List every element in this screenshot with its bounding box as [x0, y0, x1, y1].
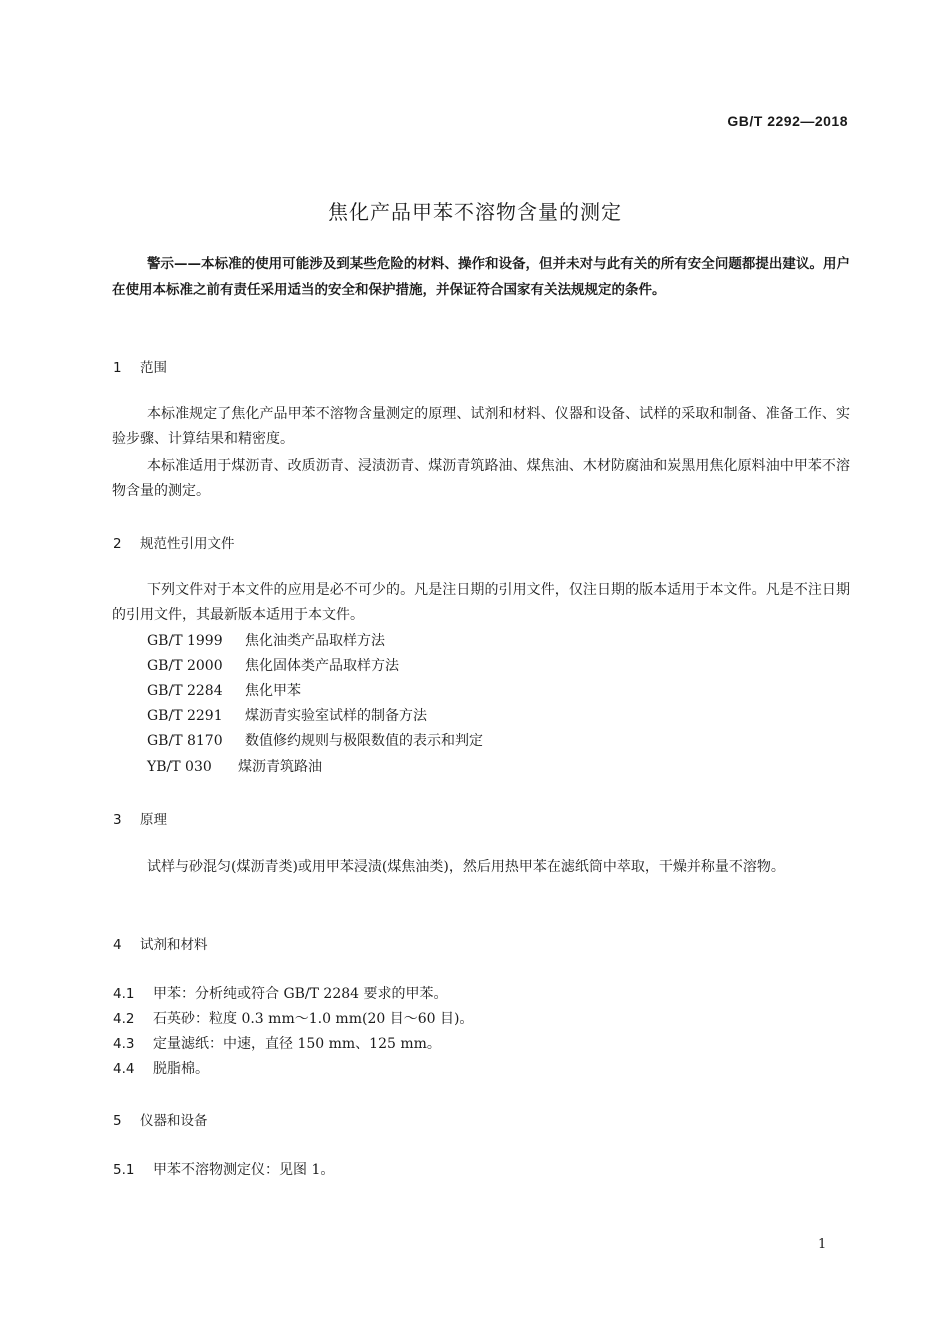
clause-item: [113, 983, 448, 1003]
warning-paragraph: 警示——本标准的使用可能涉及到某些危险的材料、操作和设备，但并未对与此有关的所有安全问题都提出建议。用户在使用本标准之前有责任采用适当的安全和保护措施，并保证符合国家有关法规规定的条件。: [112, 256, 850, 298]
reference-code: GB/T 1999: [147, 633, 223, 649]
reference-title: 煤沥青筑路油: [238, 759, 322, 775]
clause-text: 石英砂：粒度 0.3 mm～1.0 mm(20 目～60 目)。: [153, 1011, 474, 1027]
section-title: 规范性引用文件: [140, 536, 235, 552]
section-number: 5: [113, 1113, 122, 1129]
clause-item: [113, 1008, 473, 1028]
section-1-paragraph-2: 本标准适用于煤沥青、改质沥青、浸渍沥青、煤沥青筑路油、煤焦油、木材防腐油和炭黑用焦化原料油中甲苯不溶物含量的测定。: [112, 458, 850, 499]
reference-item: [147, 656, 399, 676]
clause-item: [113, 1033, 441, 1053]
reference-item: [147, 731, 483, 751]
standard-number: GB/T 2292—2018: [727, 113, 848, 129]
section-number: 3: [113, 812, 122, 828]
clause-number: 4.3: [113, 1036, 135, 1052]
section-number: 4: [113, 937, 122, 953]
clause-text: 定量滤纸：中速，直径 150 mm、125 mm。: [153, 1036, 441, 1052]
reference-item: [147, 631, 385, 651]
clause-text: 甲苯：分析纯或符合 GB/T 2284 要求的甲苯。: [153, 986, 448, 1002]
section-5-heading: [113, 1109, 208, 1129]
clause-text: 脱脂棉。: [153, 1061, 209, 1077]
reference-item: [147, 757, 322, 777]
reference-title: 焦化固体类产品取样方法: [245, 658, 399, 674]
section-2-paragraph-1: 下列文件对于本文件的应用是必不可少的。凡是注日期的引用文件，仅注日期的版本适用于本文件。凡是不注日期的引用文件，其最新版本适用于本文件。: [112, 582, 850, 623]
page-number: 1: [818, 1237, 827, 1252]
section-1-heading: [113, 356, 167, 376]
reference-title: 煤沥青实验室试样的制备方法: [245, 708, 427, 724]
clause-number: 5.1: [113, 1162, 135, 1178]
clause-item: [113, 1058, 209, 1078]
clause-number: 4.2: [113, 1011, 135, 1027]
reference-title: 数值修约规则与极限数值的表示和判定: [245, 733, 483, 749]
clause-text: 甲苯不溶物测定仪：见图 1。: [153, 1162, 335, 1178]
section-2-heading: [113, 532, 235, 552]
section-4-heading: [113, 933, 208, 953]
section-title: 原理: [140, 812, 167, 828]
clause-number: 4.4: [113, 1061, 135, 1077]
reference-title: 焦化油类产品取样方法: [245, 633, 385, 649]
reference-item: [147, 681, 301, 701]
reference-code: GB/T 2291: [147, 708, 223, 724]
clause-number: 4.1: [113, 986, 135, 1002]
section-title: 试剂和材料: [140, 937, 208, 953]
section-3-heading: [113, 808, 167, 828]
reference-code: YB/T 030: [147, 759, 212, 775]
clause-item: [113, 1159, 334, 1179]
section-number: 2: [113, 536, 122, 552]
reference-code: GB/T 2000: [147, 658, 223, 674]
section-number: 1: [113, 360, 122, 376]
section-title: 仪器和设备: [140, 1113, 208, 1129]
reference-item: [147, 706, 427, 726]
section-1-paragraph-1: 本标准规定了焦化产品甲苯不溶物含量测定的原理、试剂和材料、仪器和设备、试样的采取和制备、准备工作、实验步骤、计算结果和精密度。: [112, 406, 850, 447]
reference-title: 焦化甲苯: [245, 683, 301, 699]
section-3-paragraph-1: 试样与砂混匀(煤沥青类)或用甲苯浸渍(煤焦油类)，然后用热甲苯在滤纸筒中萃取，干燥并称量不溶物。: [147, 859, 785, 875]
document-title: 焦化产品甲苯不溶物含量的测定: [328, 200, 622, 224]
section-title: 范围: [140, 360, 167, 376]
reference-code: GB/T 8170: [147, 733, 223, 749]
reference-code: GB/T 2284: [147, 683, 223, 699]
